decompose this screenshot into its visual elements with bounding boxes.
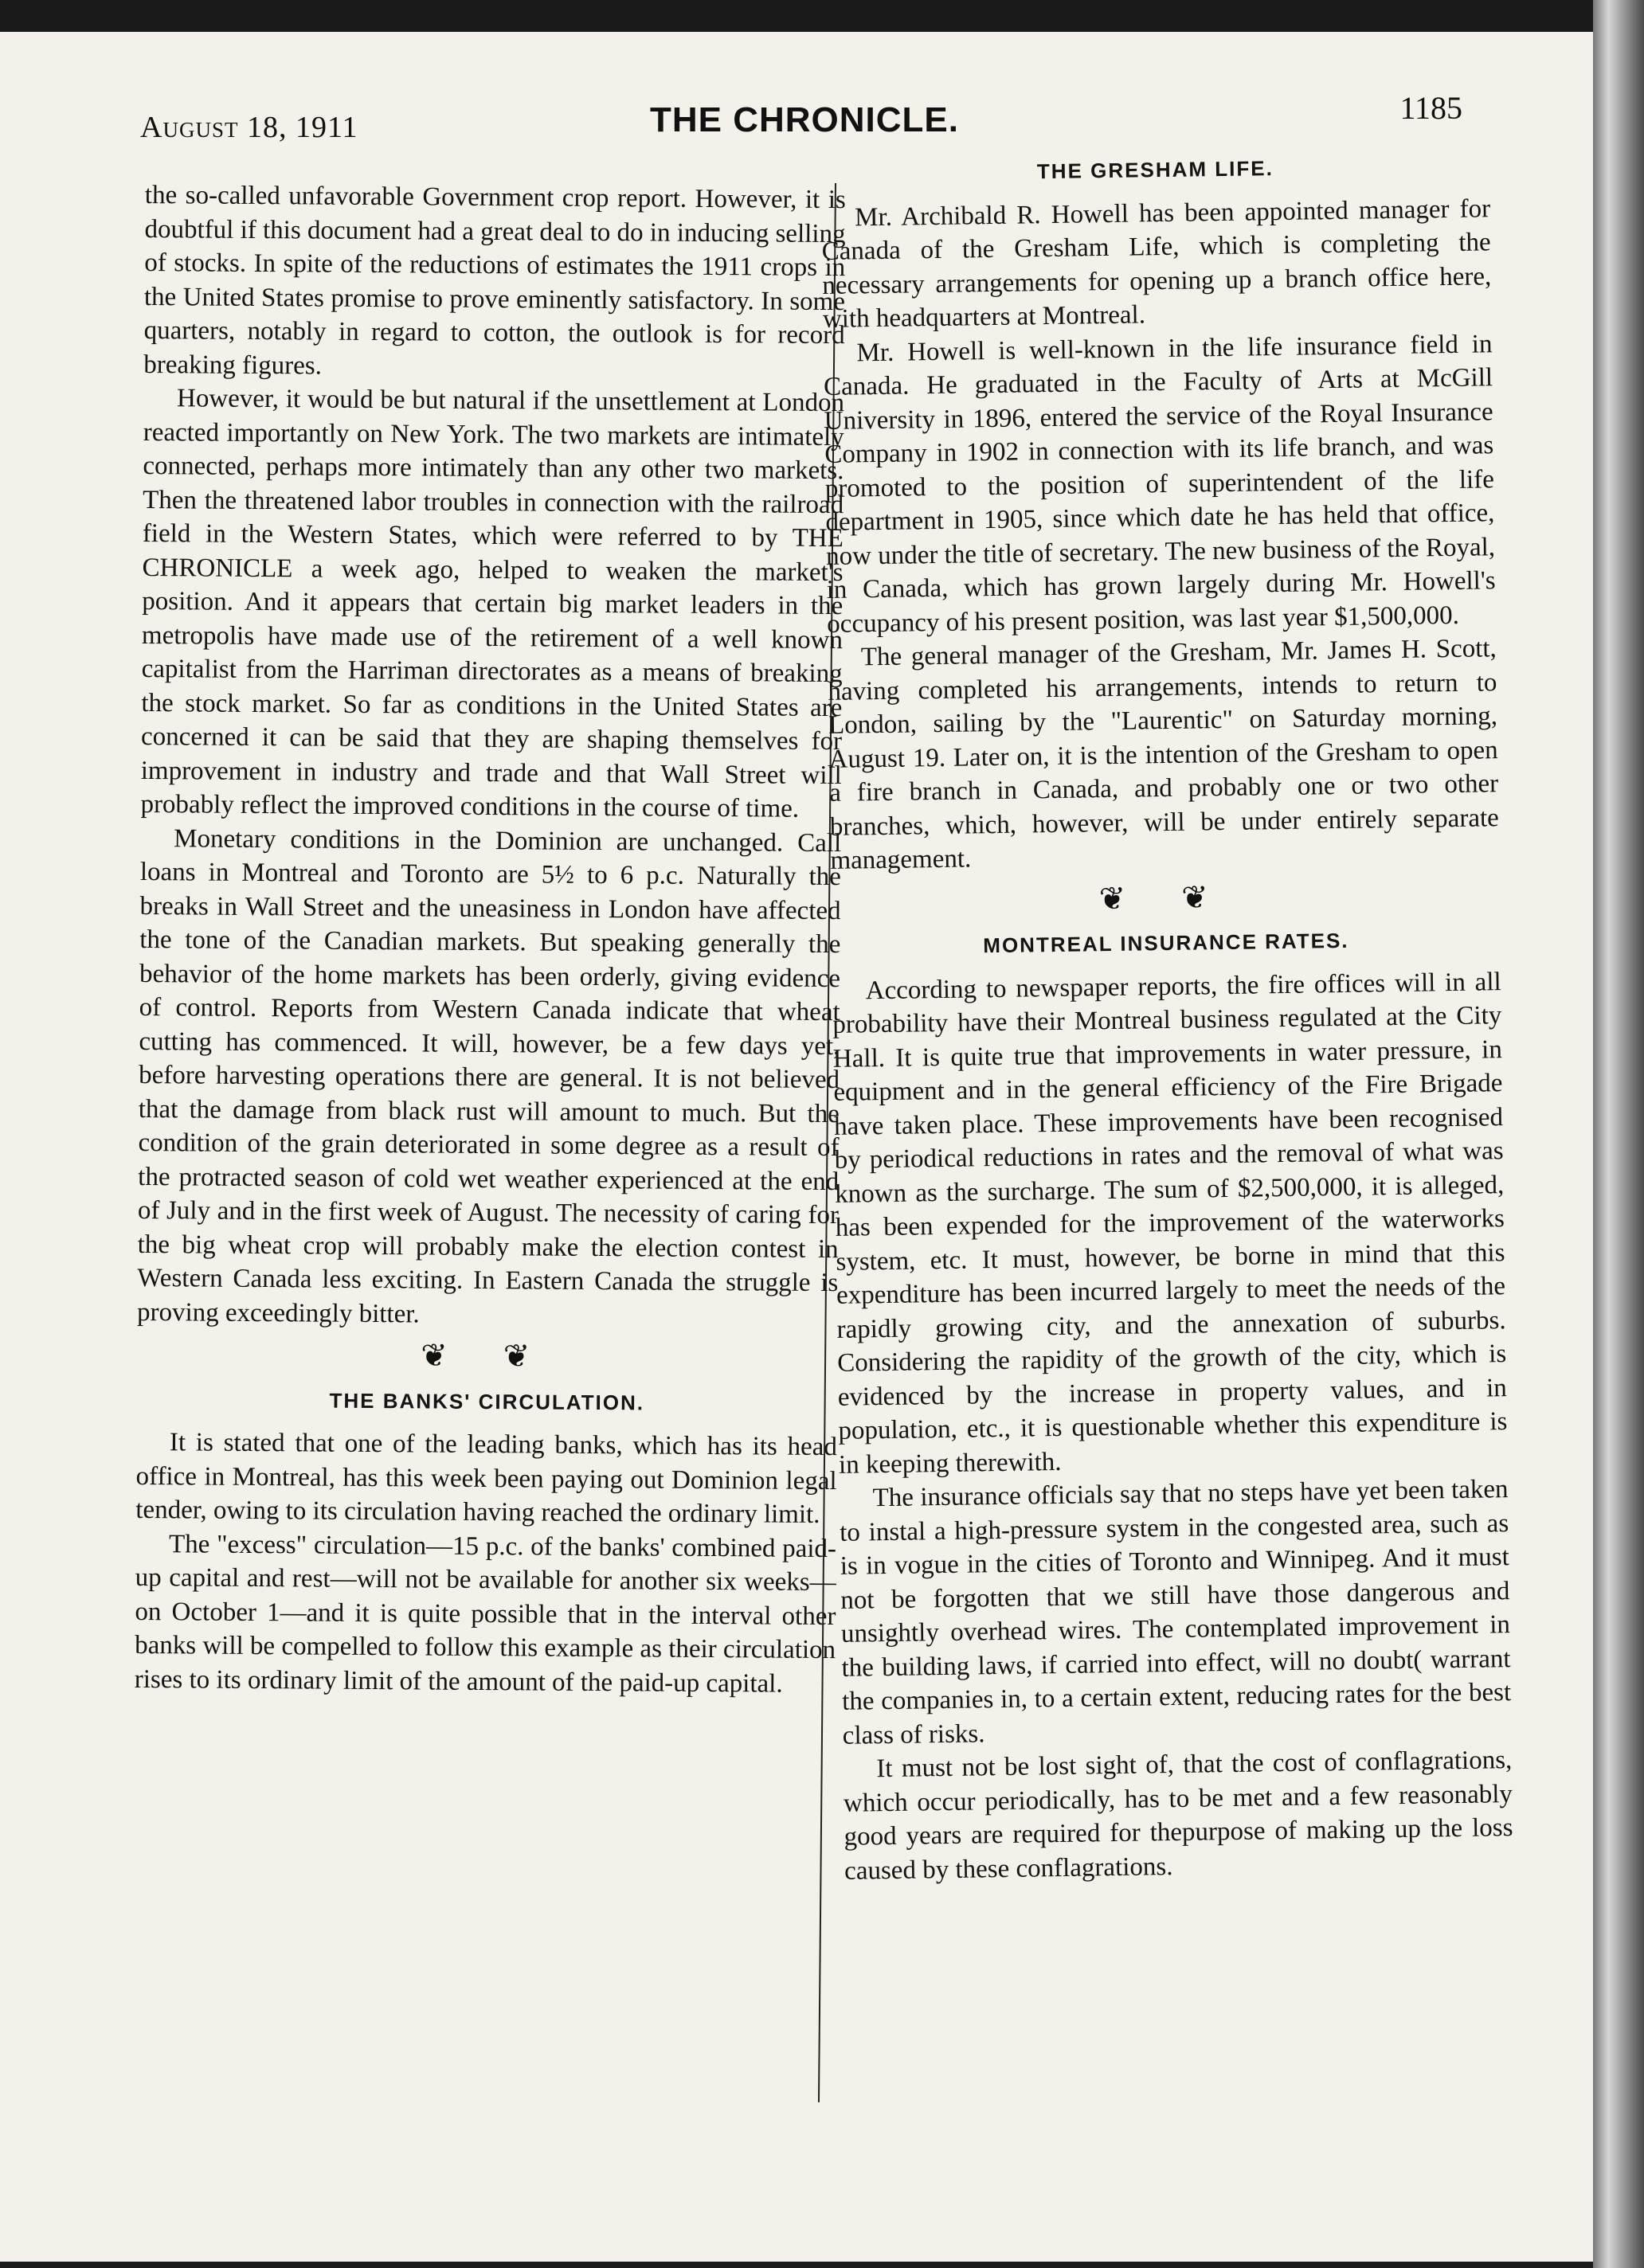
book-spine-edge bbox=[1593, 0, 1644, 2268]
paragraph: The "excess" circulation—15 p.c. of the banks' combined paid-up capital and rest—will not be available for another six weeks—on October 1—and it is quite possible that in the interval other banks will be compelled to follow this example as their circulation rises to its ordinary limit of the amount of the paid-up capital. bbox=[134, 1529, 837, 1699]
left-column bbox=[135, 178, 846, 1701]
publication-title: THE CHRONICLE. bbox=[650, 100, 959, 139]
section-heading-banks-circulation: THE BANKS' CIRCULATION. bbox=[329, 1388, 645, 1414]
section-heading-gresham-life: THE GRESHAM LIFE. bbox=[1036, 156, 1274, 184]
paragraph: Mr. Howell is well-known in the life insurance field in Canada. He graduated in the Faculty of Arts at McGill University in 1896, entered the service of the Royal Insurance Company in 1902 in connection with its life branch, and was promoted to the position of superintendent of the life department in 1905, since which date he has held that office, now under the title of secretary. The new business of the Royal, in Canada, which has grown largely during Mr. Howell's occupancy of his present position, was last year $1,500,000. bbox=[823, 329, 1496, 639]
right-column bbox=[820, 142, 1513, 1888]
ornament-divider: ❦ ❦ bbox=[421, 1337, 554, 1374]
section-heading-montreal-insurance-rates: MONTREAL INSURANCE RATES. bbox=[983, 928, 1349, 958]
paragraph: It must not be lost sight of, that the cost of conflagrations, which occur periodically, has to be met and a few reasonably good years are required for thepurpose of making up the loss caused by these conflagrations. bbox=[843, 1746, 1513, 1886]
paragraph: the so-called unfavorable Government crop report. However, it is doubtful if this document had a great deal to do in inducing selling of stocks. In spite of the reductions of estimates the 1911 crops in the United States promise to prove eminently satisfactory. In some quarters, notably in regard to cotton, the outlook is for record breaking figures. bbox=[143, 180, 846, 381]
ornament-divider: ❦ ❦ bbox=[1098, 878, 1232, 917]
paragraph: Mr. Archibald R. Howell has been appointed manager for Canada of the Gresham Life, which is completing the necessary arrangements for opening up a branch office here, with headquarters at Montreal. bbox=[821, 194, 1492, 334]
page-number: 1185 bbox=[1399, 90, 1462, 126]
issue-date: August 18, 1911 bbox=[140, 111, 358, 144]
paragraph: The insurance officials say that no steps have yet been taken to instal a high-pressure system in the congested area, such as is in vogue in the cities of Toronto and Winnipeg. And it must not be forgotten that we still have those dangerous and unsightly overhead wires. The contemplated improvement in the building laws, if carried into effect, will no doubt( warrant the companies in, to a certain extent, reducing rates for the best class of risks. bbox=[839, 1475, 1512, 1750]
page-header bbox=[140, 62, 1462, 144]
paragraph: It is stated that one of the leading banks, which has its head office in Montreal, has this week been paying out Dominion legal tender, owing to its circulation having reached the ordinary limit. bbox=[135, 1428, 838, 1529]
paragraph: However, it would be but natural if the unsettlement at London reacted importantly on New York. The two markets are intimately connected, perhaps more intimately than any other two markets. Then the threatened labor troubles in connection with the railroad field in the Western States, which were referred to by THE CHRONICLE a week ago, helped to weaken the market's position. And it appears that certain big market leaders in the metropolis have made use of the retirement of a well known capitalist from the Harriman directorates as a means of breaking the stock market. So far as conditions in the United States are concerned it can be said that they are shaping themselves for improvement in industry and trade and that Wall Street will probably reflect the improved conditions in the course of time. bbox=[140, 384, 845, 823]
paragraph: The general manager of the Gresham, Mr. James H. Scott, having completed his arrangements, intends to return to London, sailing by the "Laurentic" on Saturday morning, August 19. Later on, it is the intention of the Gresham to open a fire branch in Canada, and probably one or two other branches, which, however, will be under entirely separate management. bbox=[828, 634, 1500, 875]
paragraph: Monetary conditions in the Dominion are unchanged. Call loans in Montreal and Toronto are 5½ to 6 p.c. Naturally the breaks in Wall Street and the uneasiness in London have affected the tone of the Canadian markets. But speaking generally the behavior of the home markets has been orderly, giving evidence of control. Reports from Western Canada indicate that wheat cutting has commenced. It will, however, be a few days yet, before harvesting operations there are general. It is not believed that the damage from black rust will amount to much. But the condition of the grain deteriorated in some degree as a result of the protracted season of cold wet weather experienced at the end of July and in the first week of August. The necessity of caring for the big wheat crop will probably make the election contest in Western Canada less exciting. In Eastern Canada the struggle is proving exceedingly bitter. bbox=[136, 823, 842, 1328]
paragraph: According to newspaper reports, the fire offices will in all probability have their Montreal business regulated at the City Hall. It is quite true that improvements in water pressure, in equipment and in the general efficiency of the Fire Brigade have taken place. These improvements have been recognised by periodical reductions in rates and the removal of what was known as the surcharge. The sum of $2,500,000, it is alleged, has been expended for the improvement of the waterworks system, etc. It must, however, be borne in mind that this expenditure has been incurred largely to meet the needs of the rapidly growing city, and the annexation of suburbs. Considering the rapidity of the growth of the city, which is evidenced by the increase in property values, and in population, etc., it is questionable whether this expenditure is in keeping therewith. bbox=[832, 967, 1508, 1480]
